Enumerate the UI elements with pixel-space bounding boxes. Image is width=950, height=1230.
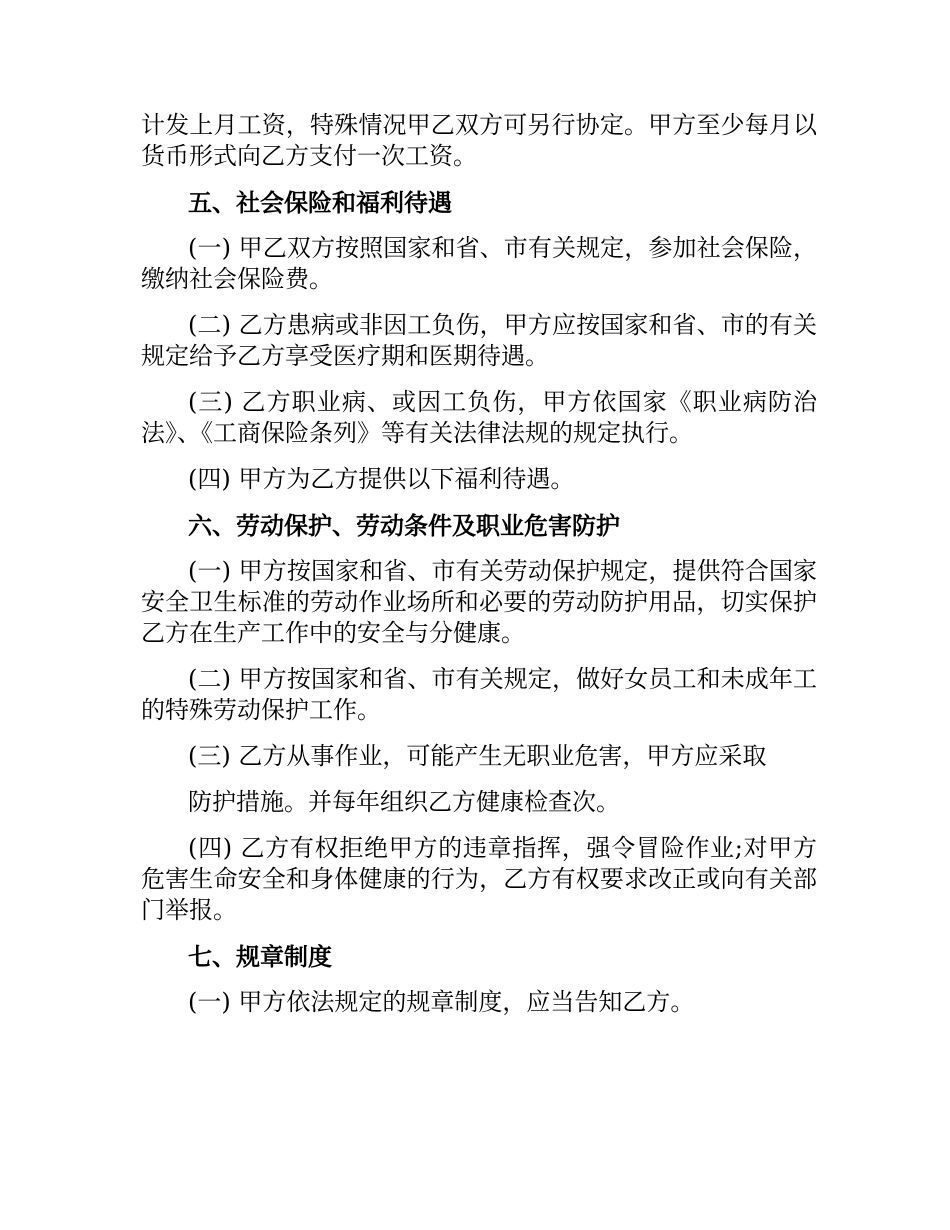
paragraph: (三) 乙方职业病、或因工负伤，甲方依国家《职业病防治法》、《工商保险条列》等有关法律法规的规定执行。	[141, 388, 817, 447]
paragraph: (四) 甲方为乙方提供以下福利待遇。	[188, 465, 575, 493]
paragraph: (四) 乙方有权拒绝甲方的违章指挥，强令冒险作业;对甲方危害生命安全和身体健康的行为，乙方有权要求改正或向有关部门举报。	[141, 834, 817, 924]
paragraph: (二) 甲方按国家和省、市有关规定，做好女员工和未成年工的特殊劳动保护工作。	[141, 665, 817, 724]
paragraph: (一) 甲方依法规定的规章制度，应当告知乙方。	[188, 988, 695, 1016]
section-heading: 七、规章制度	[188, 942, 332, 971]
paragraph: (二) 乙方患病或非因工负伤，甲方应按国家和省、市的有关规定给予乙方享受医疗期和医期待遇。	[141, 311, 817, 370]
paragraph: (三) 乙方从事作业，可能产生无职业危害，甲方应采取	[188, 742, 767, 770]
section-heading: 六、劳动保护、劳动条件及职业危害防护	[188, 511, 620, 540]
document-page	[141, 110, 817, 1033]
section-heading: 五、社会保险和福利待遇	[188, 188, 452, 217]
paragraph: (一) 甲乙双方按照国家和省、市有关规定，参加社会保险，缴纳社会保险费。	[141, 234, 817, 293]
paragraph: (一) 甲方按国家和省、市有关劳动保护规定，提供符合国家安全卫生标准的劳动作业场所和必要的劳动防护用品，切实保护乙方在生产工作中的安全与分健康。	[141, 557, 817, 647]
paragraph: 防护措施。并每年组织乙方健康检查次。	[188, 788, 620, 816]
paragraph: 计发上月工资，特殊情况甲乙双方可另行协定。甲方至少每月以货币形式向乙方支付一次工资。	[141, 111, 817, 170]
